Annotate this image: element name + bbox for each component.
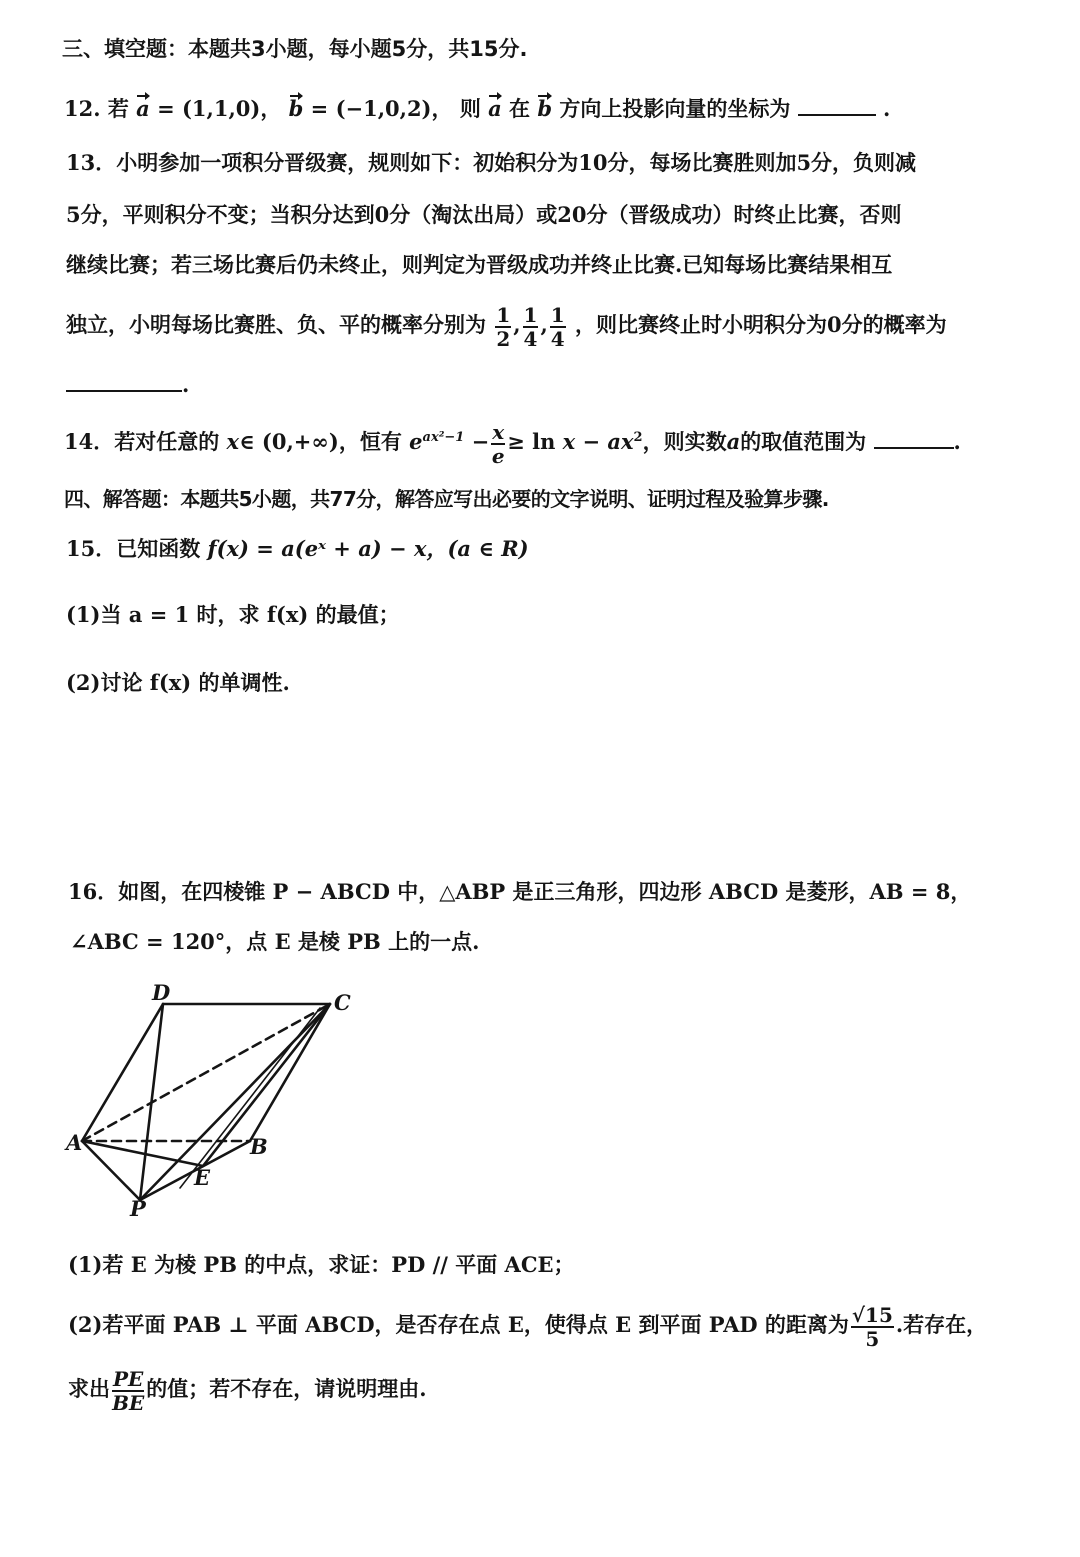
q14-number: 14． xyxy=(64,429,115,454)
label-B: B xyxy=(250,1134,268,1159)
q13-line-4: 独立，小明每场比赛胜、负、平的概率分别为 $\frac{1}{2}$ , $\frac{1}{4}$ , $\frac{1}{4}$ ，则比赛终止时小明积分为0分的概率为 xyxy=(66,302,947,351)
q15-part-2: (2)讨论 f(x) 的单调性. xyxy=(66,670,290,695)
q13-line-3: 继续比赛；若三场比赛后仍未终止，则判定为晋级成功并终止比赛.已知每场比赛结果相互 xyxy=(66,252,893,277)
fraction-PE-over-BE: $\frac{PE}{BE}$ xyxy=(112,1366,145,1415)
q13-line4-post: ，则比赛终止时小明积分为0分的概率为 xyxy=(575,312,947,337)
q16-line-1: 16．如图，在四棱锥 P − ABCD 中，△ABP 是正三角形，四边形 ABCD 是菱形，AB = 8， xyxy=(68,879,972,904)
q13-line4-pre: 独立，小明每场比赛胜、负、平的概率分别为 xyxy=(66,312,486,337)
label-D: D xyxy=(152,980,171,1005)
pyramid-figure xyxy=(60,978,380,1218)
q16-line-2: ∠ABC = 120°，点 E 是棱 PB 上的一点. xyxy=(70,929,480,954)
q16-part-1: (1)若 E 为棱 PB 的中点，求证：PD // 平面 ACE； xyxy=(68,1252,575,1277)
q12-number: 12. xyxy=(64,96,101,121)
q13-line-2: 5分，平则积分不变；当积分达到0分（淘汰出局）或20分（晋级成功）时终止比赛，否则 xyxy=(66,202,902,227)
edge-C-inner xyxy=(180,1008,320,1188)
q13-line-1: 13．小明参加一项积分晋级赛，规则如下：初始积分为10分，每场比赛胜则加5分，负则减 xyxy=(66,150,917,175)
edge-AP xyxy=(82,1141,140,1200)
edge-DA xyxy=(82,1004,163,1141)
q12-zai: 在 xyxy=(509,96,531,121)
vector-a-ref: a xyxy=(488,94,502,124)
q16-part-2: (2)若平面 PAB ⊥ 平面 ABCD，是否存在点 E，使得点 E 到平面 PAD 的距离为 $\frac{√15}{5}$ .若存在， xyxy=(68,1302,988,1351)
fraction-one-quarter-b: $\frac{1}{4}$ xyxy=(550,302,565,351)
fraction-one-quarter-a: $\frac{1}{4}$ xyxy=(523,302,538,351)
edge-PC xyxy=(140,1004,330,1200)
question-15: 15．已知函数 f(x) = a(eˣ + a) − x，(a ∈ R) xyxy=(66,536,529,561)
q12-answer-blank xyxy=(798,112,876,116)
q12-tail: 方向上投影向量的坐标为 xyxy=(559,96,791,121)
question-12 xyxy=(64,94,890,124)
q16-part-3: 求出 $\frac{PE}{BE}$ 的值；若不存在，请说明理由. xyxy=(68,1366,427,1415)
question-14: 14．若对任意的 x∈ (0,+∞)，恒有 $e^{ax^2-1}$ − $\frac{x}{e}$ ≥ $\ln x - ax^2$，则实数a的取值范围为 . xyxy=(64,419,961,468)
q15-part-1: (1)当 a = 1 时，求 f(x) 的最值； xyxy=(66,602,400,627)
vector-a-value: = (1,1,0)， xyxy=(157,96,282,121)
dashed-diagonal-AC xyxy=(82,1004,330,1141)
fraction-x-over-e: $\frac{x}{e}$ xyxy=(491,419,505,468)
q12-ruo: 若 xyxy=(107,96,129,121)
section-3-heading: 三、填空题：本题共3小题，每小题5分，共15分. xyxy=(62,37,528,61)
label-C: C xyxy=(334,990,351,1015)
label-P: P xyxy=(130,1196,146,1218)
q13-answer-line: . xyxy=(66,370,189,400)
q15-function: f(x) = a(eˣ + a) − x，(a ∈ R) xyxy=(207,536,529,561)
vector-b-ref: b xyxy=(537,94,552,124)
q12-end: . xyxy=(882,96,891,121)
q12-ze: 则 xyxy=(459,96,481,121)
vector-a: a xyxy=(136,94,150,124)
vector-b: b xyxy=(289,94,304,124)
fraction-sqrt15-over-5: $\frac{√15}{5}$ xyxy=(851,1302,893,1351)
label-E: E xyxy=(194,1165,211,1190)
vector-b-value: = (−1,0,2)， xyxy=(310,96,453,121)
q14-answer-blank xyxy=(874,445,954,449)
section-4-heading: 四、解答题：本题共5小题，共77分，解答应写出必要的文字说明、证明过程及验算步骤. xyxy=(64,487,829,511)
label-A: A xyxy=(66,1130,83,1155)
q13-answer-blank xyxy=(66,388,182,392)
fraction-one-half: $\frac{1}{2}$ xyxy=(496,302,511,351)
